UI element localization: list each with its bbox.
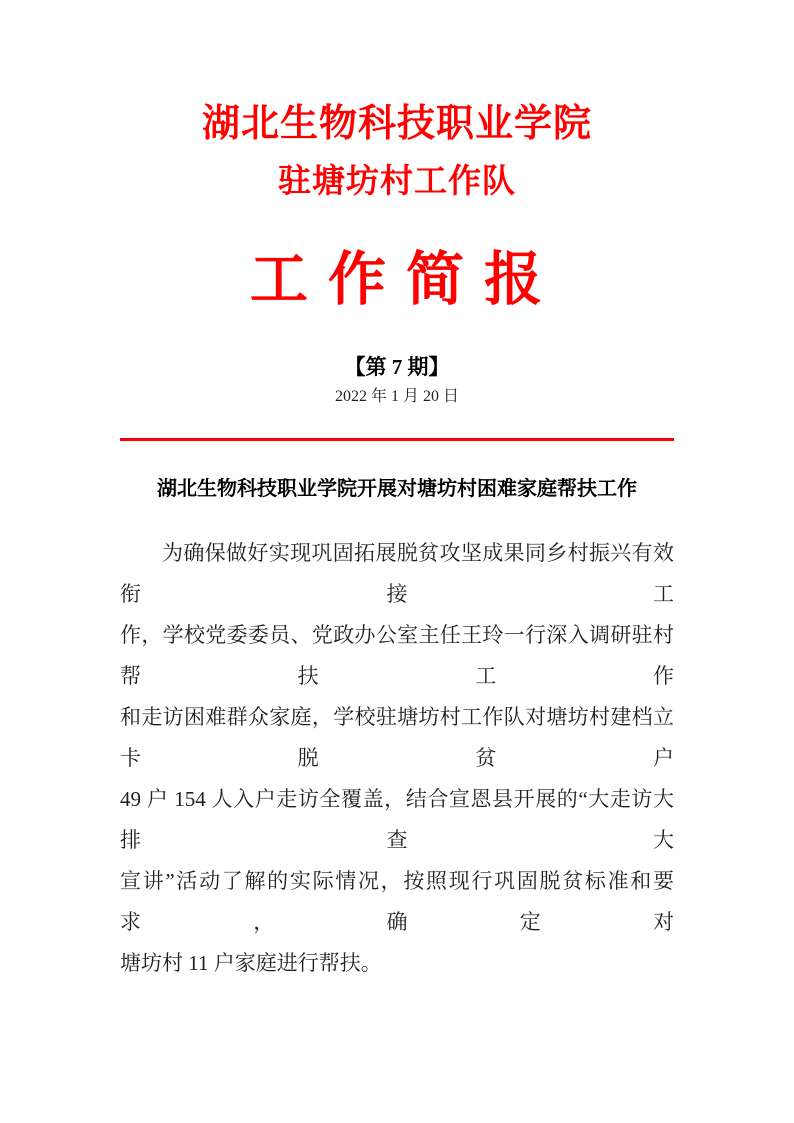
paragraph-line: 宣讲”活动了解的实际情况，按照现行巩固脱贫标准和要求，确定对: [120, 869, 674, 934]
paragraph-line: 塘坊村 11 户家庭进行帮扶。: [120, 951, 382, 975]
article-title: 湖北生物科技职业学院开展对塘坊村困难家庭帮扶工作: [157, 478, 637, 500]
article: [120, 479, 674, 984]
paragraph-line: 49 户 154 人入户走访全覆盖，结合宣恩县开展的“大走访大排查大: [120, 787, 674, 852]
masthead: [120, 103, 674, 405]
issue-number-label: 【第 7 期】: [344, 355, 450, 379]
paragraph-line: 为确保做好实现巩固拓展脱贫攻坚成果同乡村振兴有效衔接工: [120, 541, 674, 606]
org-name-title: 湖北生物科技职业学院: [201, 103, 592, 145]
issue-date: 2022 年 1 月 20 日: [334, 388, 459, 405]
article-paragraph: [120, 533, 674, 984]
red-divider-line: [120, 438, 674, 441]
work-team-title: 驻塘坊村工作队: [278, 164, 516, 200]
paragraph-line: 作，学校党委委员、党政办公室主任王玲一行深入调研驻村帮扶工作: [120, 623, 674, 688]
bulletin-title: 工 作 简 报: [249, 247, 545, 312]
paragraph-line: 和走访困难群众家庭，学校驻塘坊村工作队对塘坊村建档立卡脱贫户: [120, 705, 674, 770]
